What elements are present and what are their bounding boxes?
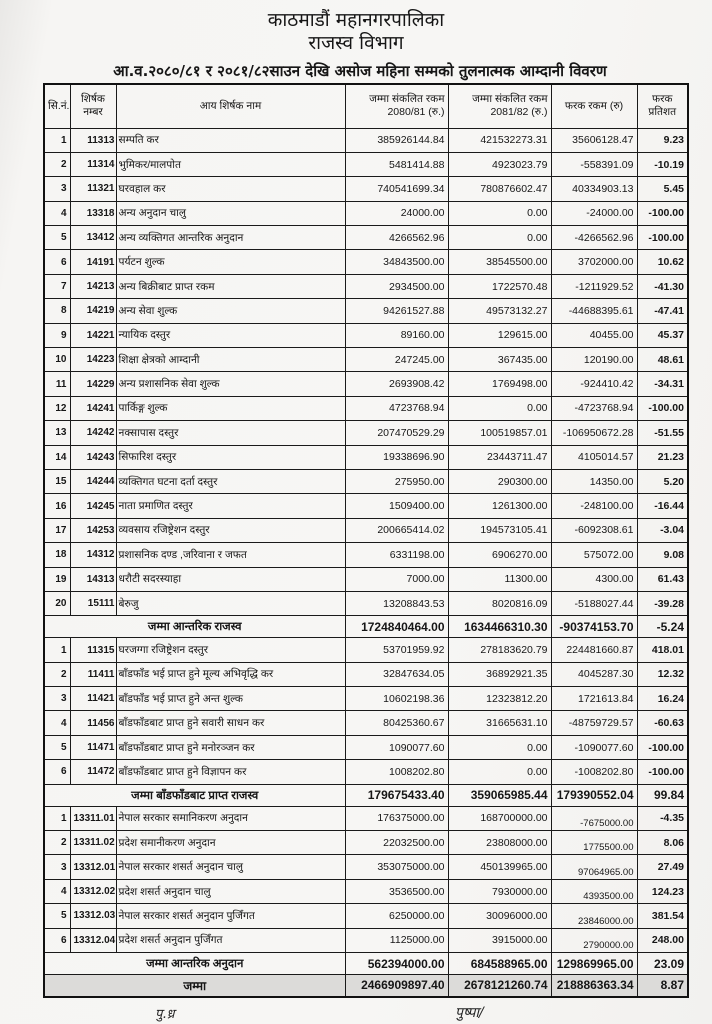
row-amount-2080-81: 4266562.96 [345,226,448,250]
row-difference: 4393500.00 [551,879,637,903]
row-amount-2080-81: 53701959.92 [345,638,448,662]
row-percent: 12.32 [637,662,688,686]
row-heading-code: 13312.02 [70,879,116,903]
row-serial-number: 7 [44,274,70,298]
row-amount-2080-81: 22032500.00 [345,831,448,855]
row-percent: 9.08 [637,543,688,567]
col-header-name: आय शिर्षक नाम [116,84,345,128]
row-serial-number: 10 [44,348,70,372]
row-percent: 418.01 [637,638,688,662]
row-amount-2081-82: 194573105.41 [448,518,551,542]
row-heading-code: 11456 [70,711,116,735]
row-percent: 48.61 [637,348,688,372]
row-amount-2080-81: 24000.00 [345,201,448,225]
row-serial-number: 20 [44,591,70,615]
row-amount-2080-81: 2693908.42 [345,372,448,396]
total-label: जम्मा आन्तरिक राजस्व [44,616,345,638]
row-serial-number: 5 [44,226,70,250]
row-amount-2081-82: 31665631.10 [448,711,551,735]
row-heading-name: धरौटी सदरस्याहा [116,567,345,591]
row-amount-2080-81: 200665414.02 [345,518,448,542]
total-amount-2080-81: 179675433.40 [345,784,448,806]
table-row [44,348,688,372]
row-difference: -924410.42 [551,372,637,396]
table-row [44,469,688,493]
row-percent: 5.20 [637,469,688,493]
row-difference: -4723768.94 [551,396,637,420]
row-amount-2080-81: 19338696.90 [345,445,448,469]
table-row [44,855,688,879]
row-amount-2080-81: 7000.00 [345,567,448,591]
row-percent: 5.45 [637,177,688,201]
table-row [44,760,688,784]
row-heading-name: बाँडफाँड भई प्राप्त हुने मूल्य अभिवृद्धि कर [116,662,345,686]
row-percent: -100.00 [637,760,688,784]
col-header-difference: फरक रकम (रु) [551,84,637,128]
row-percent: 9.23 [637,128,688,152]
table-row [44,831,688,855]
row-amount-2081-82: 6906270.00 [448,543,551,567]
row-serial-number: 17 [44,518,70,542]
row-heading-code: 13312.03 [70,904,116,928]
row-serial-number: 1 [44,638,70,662]
row-percent: 27.49 [637,855,688,879]
table-row [44,445,688,469]
row-heading-code: 11315 [70,638,116,662]
row-difference: 14350.00 [551,469,637,493]
table-row [44,494,688,518]
row-heading-name: बाँडफाँडबाट प्राप्त हुने विज्ञापन कर [116,760,345,784]
row-percent: -41.30 [637,274,688,298]
table-row [44,152,688,176]
row-amount-2080-81: 1090077.60 [345,735,448,759]
row-amount-2081-82: 8020816.09 [448,591,551,615]
col-header-amount-2081-82: जम्मा संकलित रकम 2081/82 (रु.) [448,84,551,128]
row-heading-name: बेरुजु [116,591,345,615]
row-heading-code: 14244 [70,469,116,493]
subtotal-row-grants [44,953,688,975]
row-amount-2081-82: 7930000.00 [448,879,551,903]
row-difference: -1211929.52 [551,274,637,298]
row-amount-2081-82: 421532273.31 [448,128,551,152]
table-header-row [44,84,688,128]
row-heading-name: नाता प्रमाणित दस्तुर [116,494,345,518]
row-heading-code: 13412 [70,226,116,250]
row-serial-number: 16 [44,494,70,518]
row-amount-2080-81: 207470529.29 [345,421,448,445]
total-label: जम्मा आन्तरिक अनुदान [44,953,345,975]
row-amount-2081-82: 12323812.20 [448,687,551,711]
row-percent: 124.23 [637,879,688,903]
row-heading-name: नेपाल सरकार शसर्त अनुदान पुजिँगत [116,904,345,928]
row-heading-code: 13312.01 [70,855,116,879]
row-serial-number: 3 [44,687,70,711]
table-row [44,518,688,542]
row-difference: 4105014.57 [551,445,637,469]
row-heading-code: 14213 [70,274,116,298]
col-header-code: शिर्षक नम्बर [70,84,116,128]
row-heading-code: 14242 [70,421,116,445]
row-heading-name: प्रदेश शसर्त अनुदान चालु [116,879,345,903]
row-percent: -3.04 [637,518,688,542]
row-amount-2081-82: 1769498.00 [448,372,551,396]
row-heading-name: शिक्षा क्षेत्रको आम्दानी [116,348,345,372]
row-difference: 40334903.13 [551,177,637,201]
row-amount-2080-81: 6250000.00 [345,904,448,928]
row-amount-2080-81: 3536500.00 [345,879,448,903]
row-serial-number: 19 [44,567,70,591]
row-amount-2081-82: 450139965.00 [448,855,551,879]
row-heading-code: 15111 [70,591,116,615]
col-header-percent: फरक प्रतिशत [637,84,688,128]
row-heading-code: 11321 [70,177,116,201]
row-amount-2080-81: 89160.00 [345,323,448,347]
table-row [44,128,688,152]
subtotal-row-bandfand-revenue [44,784,688,806]
row-heading-name: बाँडफाँड भई प्राप्त हुने अन्त शुल्क [116,687,345,711]
row-amount-2080-81: 1008202.80 [345,760,448,784]
total-amount-2081-82: 2678121260.74 [448,975,551,997]
total-difference: -90374153.70 [551,616,637,638]
row-amount-2080-81: 80425360.67 [345,711,448,735]
row-amount-2080-81: 1125000.00 [345,928,448,952]
row-difference: -1008202.80 [551,760,637,784]
row-difference: 1721613.84 [551,687,637,711]
row-percent: 8.06 [637,831,688,855]
row-serial-number: 6 [44,928,70,952]
table-row [44,250,688,274]
row-amount-2081-82: 11300.00 [448,567,551,591]
row-amount-2081-82: 168700000.00 [448,806,551,830]
row-serial-number: 15 [44,469,70,493]
row-heading-code: 13311.01 [70,806,116,830]
row-difference: 23846000.00 [551,904,637,928]
total-difference: 129869965.00 [551,953,637,975]
row-heading-code: 14253 [70,518,116,542]
row-percent: 61.43 [637,567,688,591]
row-amount-2081-82: 49573132.27 [448,299,551,323]
row-serial-number: 12 [44,396,70,420]
row-serial-number: 11 [44,372,70,396]
row-difference: 575072.00 [551,543,637,567]
row-serial-number: 4 [44,201,70,225]
row-difference: 3702000.00 [551,250,637,274]
row-amount-2081-82: 0.00 [448,396,551,420]
row-serial-number: 6 [44,250,70,274]
table-row [44,372,688,396]
row-amount-2080-81: 34843500.00 [345,250,448,274]
row-heading-code: 11411 [70,662,116,686]
row-percent: -16.44 [637,494,688,518]
col-header-sn: सि.नं. [44,84,70,128]
row-amount-2081-82: 23808000.00 [448,831,551,855]
row-heading-name: अन्य सेवा शुल्क [116,299,345,323]
row-heading-name: नक्सापास दस्तुर [116,421,345,445]
row-heading-name: व्यवसाय रजिष्ट्रेशन दस्तुर [116,518,345,542]
row-percent: -34.31 [637,372,688,396]
row-difference: 4300.00 [551,567,637,591]
row-percent: -39.28 [637,591,688,615]
row-heading-name: अन्य प्रशासनिक सेवा शुल्क [116,372,345,396]
row-heading-code: 14229 [70,372,116,396]
row-amount-2081-82: 129615.00 [448,323,551,347]
row-amount-2080-81: 353075000.00 [345,855,448,879]
row-percent: -4.35 [637,806,688,830]
table-row [44,323,688,347]
row-heading-code: 14241 [70,396,116,420]
row-heading-name: व्यक्तिगत घटना दर्ता दस्तुर [116,469,345,493]
row-amount-2081-82: 1722570.48 [448,274,551,298]
report-subtitle: आ.व.२०८०/८१ र २०८१/८२साउन देखि असोज महिना सम्मको तुलनात्मक आम्दानी विवरण [113,62,607,80]
table-row [44,638,688,662]
total-amount-2080-81: 1724840464.00 [345,616,448,638]
table-row [44,567,688,591]
revenue-comparison-table [43,83,689,998]
row-heading-name: घरवहाल कर [116,177,345,201]
row-difference: 224481660.87 [551,638,637,662]
row-percent: 248.00 [637,928,688,952]
row-difference: -6092308.61 [551,518,637,542]
row-heading-code: 14219 [70,299,116,323]
row-amount-2080-81: 5481414.88 [345,152,448,176]
row-amount-2080-81: 13208843.53 [345,591,448,615]
subtotal-row-internal-revenue [44,616,688,638]
total-difference: 218886363.34 [551,975,637,997]
row-heading-name: बाँडफाँडबाट प्राप्त हुने सवारी साधन कर [116,711,345,735]
row-serial-number: 4 [44,879,70,903]
total-difference: 179390552.04 [551,784,637,806]
row-amount-2081-82: 1261300.00 [448,494,551,518]
row-amount-2081-82: 100519857.01 [448,421,551,445]
row-serial-number: 1 [44,128,70,152]
row-heading-name: भुमिकर/मालपोत [116,152,345,176]
table-row [44,928,688,952]
row-amount-2081-82: 278183620.79 [448,638,551,662]
row-difference: -4266562.96 [551,226,637,250]
table-row [44,421,688,445]
row-percent: 381.54 [637,904,688,928]
row-heading-code: 14313 [70,567,116,591]
row-serial-number: 2 [44,831,70,855]
row-amount-2081-82: 30096000.00 [448,904,551,928]
row-heading-name: पर्यटन शुल्क [116,250,345,274]
row-serial-number: 1 [44,806,70,830]
row-serial-number: 18 [44,543,70,567]
row-percent: -60.63 [637,711,688,735]
row-serial-number: 13 [44,421,70,445]
handwritten-initials: पु.ध्र [155,1007,175,1022]
row-amount-2081-82: 36892921.35 [448,662,551,686]
row-serial-number: 9 [44,323,70,347]
row-percent: -100.00 [637,396,688,420]
row-serial-number: 4 [44,711,70,735]
row-difference: 35606128.47 [551,128,637,152]
row-percent: 10.62 [637,250,688,274]
row-percent: 45.37 [637,323,688,347]
row-amount-2081-82: 367435.00 [448,348,551,372]
row-serial-number: 2 [44,152,70,176]
row-difference: -44688395.61 [551,299,637,323]
row-amount-2081-82: 3915000.00 [448,928,551,952]
row-heading-name: नेपाल सरकार शसर्त अनुदान चालु [116,855,345,879]
row-difference: -48759729.57 [551,711,637,735]
row-heading-code: 14223 [70,348,116,372]
row-amount-2081-82: 290300.00 [448,469,551,493]
row-heading-code: 11421 [70,687,116,711]
table-row [44,274,688,298]
row-heading-code: 13312.04 [70,928,116,952]
total-amount-2081-82: 359065985.44 [448,784,551,806]
total-label: जम्मा बाँडफाँडबाट प्राप्त राजस्व [44,784,345,806]
row-serial-number: 3 [44,177,70,201]
row-heading-code: 13311.02 [70,831,116,855]
row-heading-name: न्यायिक दस्तुर [116,323,345,347]
total-percent: 23.09 [637,953,688,975]
row-percent: 16.24 [637,687,688,711]
row-heading-name: नेपाल सरकार समानिकरण अनुदान [116,806,345,830]
table-row [44,711,688,735]
row-difference: -7675000.00 [551,806,637,830]
row-heading-name: अन्य अनुदान चालु [116,201,345,225]
row-difference: 40455.00 [551,323,637,347]
row-percent: -100.00 [637,226,688,250]
row-amount-2080-81: 94261527.88 [345,299,448,323]
row-amount-2081-82: 780876602.47 [448,177,551,201]
row-amount-2080-81: 10602198.36 [345,687,448,711]
table-row [44,396,688,420]
row-difference: -5188027.44 [551,591,637,615]
row-amount-2081-82: 0.00 [448,226,551,250]
row-heading-code: 14243 [70,445,116,469]
row-heading-name: घरजग्गा रजिष्ट्रेशन दस्तुर [116,638,345,662]
row-percent: -51.55 [637,421,688,445]
row-heading-code: 11313 [70,128,116,152]
total-amount-2081-82: 1634466310.30 [448,616,551,638]
row-serial-number: 6 [44,760,70,784]
department-title: राजस्व विभाग [308,32,404,54]
row-heading-code: 11471 [70,735,116,759]
row-difference: -24000.00 [551,201,637,225]
grand-total-row [44,975,688,997]
row-difference: 97064965.00 [551,855,637,879]
row-amount-2081-82: 38545500.00 [448,250,551,274]
row-heading-code: 14191 [70,250,116,274]
table-row [44,201,688,225]
row-percent: 21.23 [637,445,688,469]
table-row [44,543,688,567]
row-serial-number: 5 [44,735,70,759]
row-difference: 2790000.00 [551,928,637,952]
row-serial-number: 5 [44,904,70,928]
row-heading-name: सम्पति कर [116,128,345,152]
row-amount-2081-82: 23443711.47 [448,445,551,469]
table-row [44,904,688,928]
row-heading-name: अन्य व्यक्तिगत आन्तरिक अनुदान [116,226,345,250]
total-amount-2080-81: 562394000.00 [345,953,448,975]
row-amount-2080-81: 385926144.84 [345,128,448,152]
row-amount-2081-82: 0.00 [448,201,551,225]
row-difference: 120190.00 [551,348,637,372]
row-percent: -10.19 [637,152,688,176]
total-percent: -5.24 [637,616,688,638]
row-amount-2080-81: 1509400.00 [345,494,448,518]
row-difference: -106950672.28 [551,421,637,445]
row-heading-code: 13318 [70,201,116,225]
row-heading-name: प्रशासनिक दण्ड ,जरिवाना र जफत [116,543,345,567]
table-row [44,591,688,615]
row-amount-2080-81: 740541699.34 [345,177,448,201]
row-difference: -1090077.60 [551,735,637,759]
row-difference: -248100.00 [551,494,637,518]
row-serial-number: 14 [44,445,70,469]
row-percent: -100.00 [637,735,688,759]
handwritten-signature: पुष्पा/ [455,1005,484,1021]
row-heading-code: 11472 [70,760,116,784]
row-difference: 4045287.30 [551,662,637,686]
row-heading-name: प्रदेश समानीकरण अनुदान [116,831,345,855]
table-body [44,128,688,997]
table-row [44,806,688,830]
row-amount-2080-81: 2934500.00 [345,274,448,298]
row-amount-2081-82: 0.00 [448,760,551,784]
row-heading-code: 14312 [70,543,116,567]
table-row [44,687,688,711]
row-heading-name: बाँडफाँडबाट प्राप्त हुने मनोरञ्जन कर [116,735,345,759]
row-serial-number: 8 [44,299,70,323]
table-row [44,299,688,323]
row-heading-name: सिफारिश दस्तुर [116,445,345,469]
row-percent: -100.00 [637,201,688,225]
table-row [44,879,688,903]
row-heading-name: अन्य बिक्रीबाट प्राप्त रकम [116,274,345,298]
row-serial-number: 3 [44,855,70,879]
table-row [44,662,688,686]
row-amount-2080-81: 6331198.00 [345,543,448,567]
table-row [44,226,688,250]
row-heading-code: 14221 [70,323,116,347]
row-heading-name: पार्किङ्ग शुल्क [116,396,345,420]
row-amount-2080-81: 4723768.94 [345,396,448,420]
total-percent: 8.87 [637,975,688,997]
row-difference: 1775500.00 [551,831,637,855]
row-difference: -558391.09 [551,152,637,176]
row-amount-2080-81: 247245.00 [345,348,448,372]
row-amount-2080-81: 275950.00 [345,469,448,493]
table-row [44,735,688,759]
row-heading-name: प्रदेश शसर्त अनुदान पुजिँगत [116,928,345,952]
row-percent: -47.41 [637,299,688,323]
org-title: काठमाडौं महानगरपालिका [267,9,445,31]
total-percent: 99.84 [637,784,688,806]
table-row [44,177,688,201]
total-amount-2081-82: 684588965.00 [448,953,551,975]
row-heading-code: 14245 [70,494,116,518]
total-amount-2080-81: 2466909897.40 [345,975,448,997]
row-amount-2080-81: 176375000.00 [345,806,448,830]
row-amount-2081-82: 0.00 [448,735,551,759]
row-serial-number: 2 [44,662,70,686]
row-heading-code: 11314 [70,152,116,176]
row-amount-2080-81: 32847634.05 [345,662,448,686]
total-label: जम्मा [44,975,345,997]
col-header-amount-2080-81: जम्मा संकलित रकम 2080/81 (रु.) [345,84,448,128]
row-amount-2081-82: 4923023.79 [448,152,551,176]
